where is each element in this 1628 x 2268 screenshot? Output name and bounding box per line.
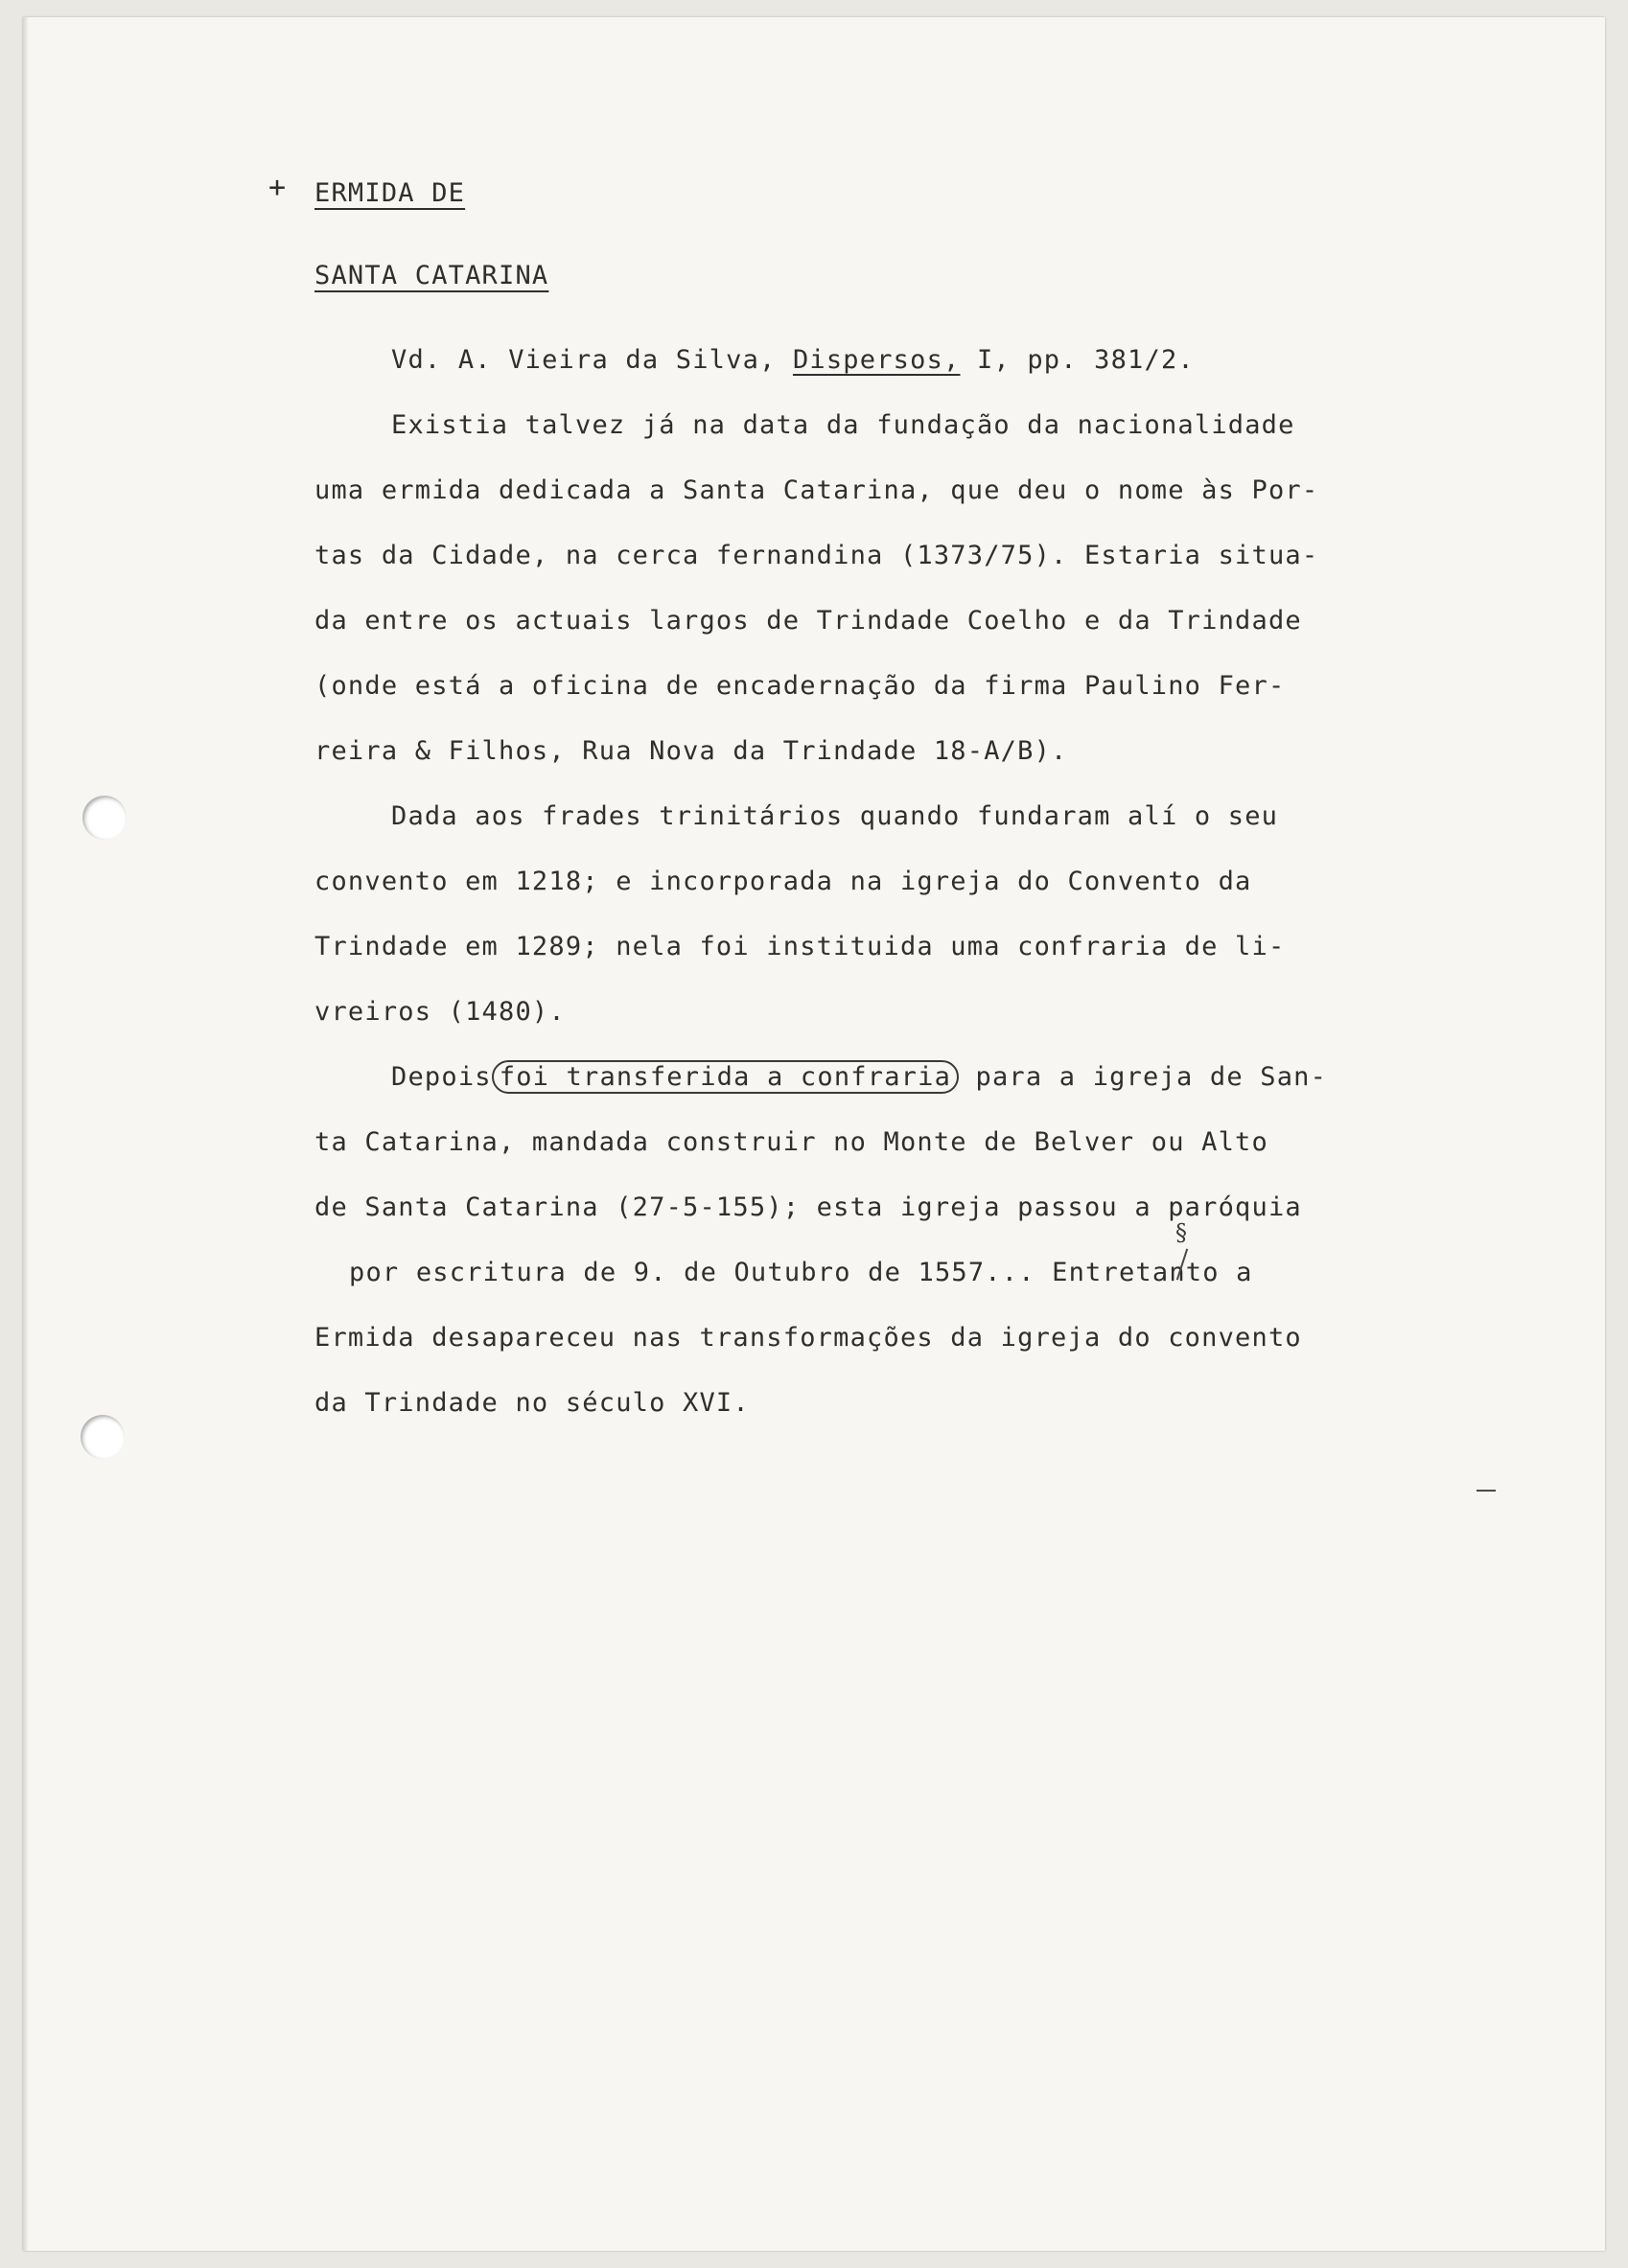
paragraph-1-line-1: Existia talvez já na data da fundação da nacionalidade [391,410,1295,440]
paragraph-1-line-2: uma ermida dedicada a Santa Catarina, que deu o nome às Por- [314,475,1319,505]
reference-suffix: I, pp. 381/2. [960,345,1195,375]
handwritten-section-mark: § [1175,1219,1187,1246]
paragraph-2-line-2: convento em 1218; e incorporada na igreja do Convento da [314,867,1252,896]
paragraph-3-line-5: Ermida desapareceu nas transformações da igreja do convento [314,1323,1302,1353]
heading-line-1: ERMIDA DE [314,178,466,208]
stray-ink-dash [1477,1490,1496,1492]
paragraph-3-line-1-end: para a igreja de San- [975,1062,1328,1092]
handwritten-circled-phrase: foi transferida a confraria [492,1060,959,1094]
reference-work-title: Dispersos, [792,345,961,375]
heading-line-2: SANTA CATARINA [314,261,549,290]
paragraph-3-line-2: ta Catarina, mandada construir no Monte de Belver ou Alto [314,1127,1268,1157]
paragraph-1-line-6: reira & Filhos, Rua Nova da Trindade 18-A/B). [314,736,1068,766]
paragraph-1-line-3: tas da Cidade, na cerca fernandina (1373/75). Estaria situa- [314,541,1319,570]
paragraph-3-start: Depois [391,1062,492,1092]
paragraph-2-line-4: vreiros (1480). [314,997,566,1027]
punch-hole-top [82,796,127,840]
reference-line [391,345,1195,375]
paragraph-2-line-3: Trindade em 1289; nela foi instituida uma confraria de li- [314,932,1286,961]
reference-prefix: Vd. A. Vieira da Silva, [391,345,793,375]
paragraph-3-line-3: de Santa Catarina (27-5-155); esta igreja passou a paróquia [314,1192,1302,1222]
paragraph-3-line-4: por escritura de 9. de Outubro de 1557... Entretanto a [349,1258,1253,1287]
paragraph-2-line-1: Dada aos frades trinitários quando fundaram alí o seu [391,801,1279,831]
paragraph-3-line-1 [391,1062,1327,1092]
punch-hole-bottom [81,1415,125,1459]
cross-marker: + [268,171,287,204]
paragraph-1-line-4: da entre os actuais largos de Trindade Coelho e da Trindade [314,606,1302,636]
paragraph-3-line-6: da Trindade no século XVI. [314,1388,750,1418]
paragraph-1-line-5: (onde está a oficina de encadernação da firma Paulino Fer- [314,671,1286,701]
